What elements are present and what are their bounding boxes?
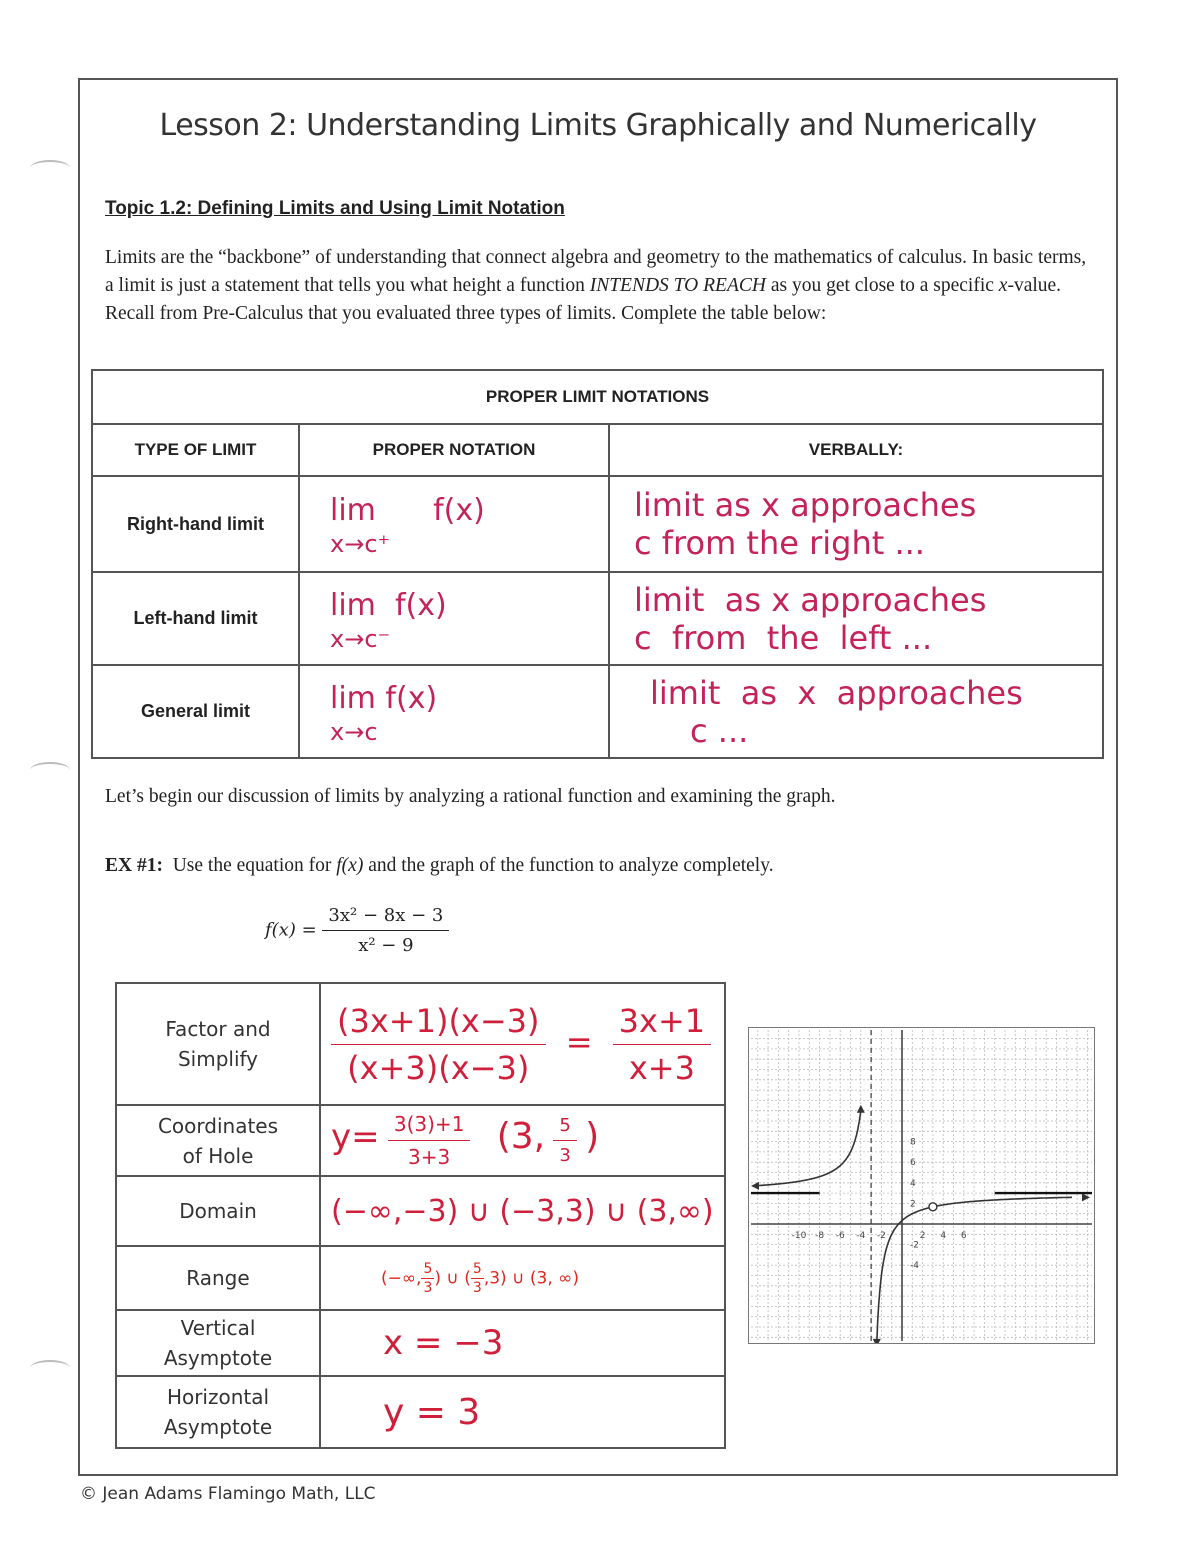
table-row xyxy=(92,572,1103,665)
factor-answer: $\frac{(3x+1)(x-3)}{(x+3)(x-3)}$ = $\frac{3x+1}{x+3}$ xyxy=(320,983,725,1105)
hole-point xyxy=(929,1203,937,1211)
row-label: Horizontal Asymptote xyxy=(116,1376,320,1448)
table-row xyxy=(116,1376,725,1448)
range-answer: (−∞, $\frac{5}{3}$ ) ∪ ( $\frac{5}{3}$ ,3) ∪ (3, ∞) xyxy=(320,1246,725,1310)
x-tick-label: -6 xyxy=(835,1231,845,1241)
table-row xyxy=(92,665,1103,758)
binder-hole-mark xyxy=(30,1360,70,1376)
table-row xyxy=(116,1176,725,1246)
example-prompt: EX #1: Use the equation for f(x) and the graph of the function to analyze completely. xyxy=(105,855,774,876)
x-tick-label: -10 xyxy=(791,1231,807,1241)
hole-answer: y= $\frac{3(3)+1}{3+3}$ (3, $\frac{5}{3}$ ) xyxy=(320,1105,725,1176)
table-row xyxy=(116,983,725,1105)
copyright-footer: © Jean Adams Flamingo Math, LLC xyxy=(80,1484,376,1504)
handwritten-verbal: limit as x approaches c from the right ... xyxy=(609,476,1103,572)
y-tick-label: -4 xyxy=(910,1261,919,1272)
x-tick-label: 6 xyxy=(960,1231,967,1241)
table-row xyxy=(116,1246,725,1310)
x-tick-label: 2 xyxy=(919,1231,926,1241)
handwritten-verbal: limit as x approaches c from the left ... xyxy=(609,572,1103,665)
domain-answer: (−∞,−3) ∪ (−3,3) ∪ (3,∞) xyxy=(320,1176,725,1246)
column-header: PROPER NOTATION xyxy=(299,424,609,476)
handwritten-verbal: limit as x approaches c ... xyxy=(609,665,1103,758)
y-tick-label: 2 xyxy=(910,1199,916,1210)
y-tick-label: 4 xyxy=(910,1178,916,1189)
row-label: Domain xyxy=(116,1176,320,1246)
analysis-table xyxy=(115,982,726,1449)
row-label: Coordinates of Hole xyxy=(116,1105,320,1176)
x-tick-label: -4 xyxy=(856,1231,866,1241)
column-header: VERBALLY: xyxy=(609,424,1103,476)
limit-type: General limit xyxy=(92,665,299,758)
limit-notations-table xyxy=(91,369,1104,759)
x-tick-label: 4 xyxy=(940,1231,947,1241)
table-row xyxy=(116,1310,725,1376)
row-label: Vertical Asymptote xyxy=(116,1310,320,1376)
binder-hole-mark xyxy=(30,160,70,176)
handwritten-notation: lim f(x) x→c⁺ xyxy=(299,476,609,572)
discussion-text: Let’s begin our discussion of limits by analyzing a rational function and examining the graph. xyxy=(105,786,836,807)
horizontal-asymptote-answer: y = 3 xyxy=(320,1376,725,1448)
handwritten-notation: lim f(x) x→c xyxy=(299,665,609,758)
handwritten-notation: lim f(x) x→c⁻ xyxy=(299,572,609,665)
table-caption: PROPER LIMIT NOTATIONS xyxy=(92,370,1103,424)
equation-fraction: $\frac{\text{3x² − 8x − 3}}{\text{x² − 9}}$ xyxy=(322,905,449,956)
binder-hole-mark xyxy=(30,762,70,778)
arrow-head xyxy=(857,1105,865,1113)
topic-heading: Topic 1.2: Defining Limits and Using Limit Notation xyxy=(105,198,565,219)
vertical-asymptote-answer: x = −3 xyxy=(320,1310,725,1376)
row-label: Range xyxy=(116,1246,320,1310)
arrow-head xyxy=(873,1339,881,1343)
x-tick-label: -2 xyxy=(876,1231,886,1241)
page-title: Lesson 2: Understanding Limits Graphically and Numerically xyxy=(159,108,1037,143)
table-row xyxy=(92,476,1103,572)
y-tick-label: 6 xyxy=(910,1158,916,1169)
y-tick-label: -2 xyxy=(910,1240,919,1251)
function-equation: f(x) = $\frac{\text{3x² − 8x − 3}}{\text{x² − 9}}$ xyxy=(265,905,449,956)
row-label: Factor and Simplify xyxy=(116,983,320,1105)
left-branch-curve xyxy=(753,1111,861,1186)
arrow-head xyxy=(1082,1193,1090,1201)
y-tick-label: 8 xyxy=(910,1137,916,1148)
limit-type: Left-hand limit xyxy=(92,572,299,665)
intro-paragraph: Limits are the “backbone” of understanding that connect algebra and geometry to the mathematics of calculus. In basic terms, a limit is just a statement that tells you what height a function INTENDS TO REACH as you get close to a specific x-value. Recall from Pre-Calculus that you evaluated three types of limits. Complete the table below: xyxy=(105,247,1087,324)
column-header: TYPE OF LIMIT xyxy=(92,424,299,476)
graph-canvas xyxy=(749,1028,1094,1343)
limit-type: Right-hand limit xyxy=(92,476,299,572)
table-row xyxy=(116,1105,725,1176)
x-tick-label: -8 xyxy=(815,1231,825,1241)
function-graph xyxy=(748,1027,1095,1344)
